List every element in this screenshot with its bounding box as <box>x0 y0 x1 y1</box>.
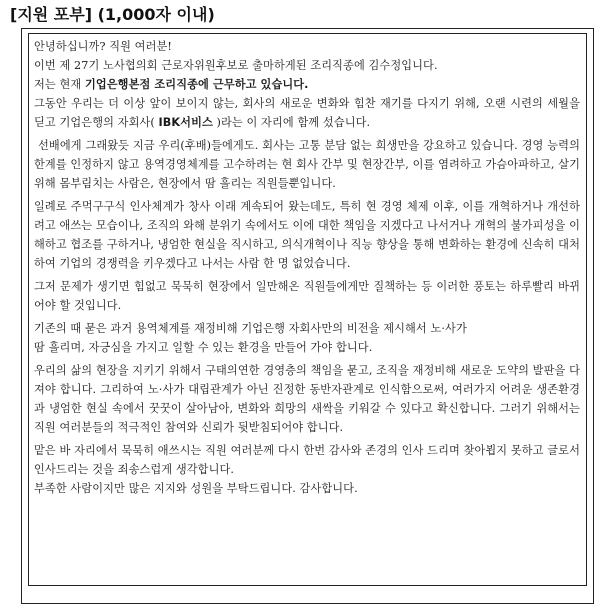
paragraph-1-text-b: )라는 이 자리에 함께 섰습니다. <box>212 116 371 129</box>
paragraph-5-line-1: 기존의 때 묻은 과거 용역체계를 재정비해 기업은행 자회사만의 비전을 제시해서 노·사가 <box>34 322 467 335</box>
paragraph-5-line-2: 땀 흘리며, 자긍심을 가지고 일할 수 있는 환경을 만들어 가야 합니다. <box>34 341 373 354</box>
paragraph-2: 선배에게 그래왔듯 지금 우리(후배)들에게도. 회사는 고통 분담 없는 희생만을 강요하고 있습니다. 경영 능력의 한계를 인정하지 않고 용역경영체계를 고수하려는 현 회사 간부 및 현장간부, 이를 염려하고 가슴아파하고, 살기 위해 몸부림치는 사람은, 현장에서 땀 흘리는 직원들뿐입니다. <box>34 139 580 190</box>
paragraph-1-text-a: 그동안 우리는 더 이상 앞이 보이지 않는, 회사의 새로운 변화와 힘찬 재기를 다지기 위해, 오랜 시련의 세월을 딛고 기업은행의 자회사( <box>34 97 580 129</box>
paragraph-3: 일례로 주먹구구식 인사체계가 창사 이래 계속되어 왔는데도, 특히 현 경영 체제 이후, 이를 개혁하거나 개선하려고 애쓰는 모습이나, 조직의 와해 분위기 속에서도 이에 대한 책임을 지겠다고 나서거나 개혁의 불가피성을 이해하고 협조를 구하거나, 냉엄한 현실을 직시하고, 의식개혁이나 직능 향상을 통해 변화하는 환경에 신속히 대처하여 기업의 경쟁력을 키우겠다고 나서는 사람 한 명 없었습니다. <box>34 200 580 270</box>
greeting-line: 안녕하십니까? 직원 여러분! <box>34 40 172 53</box>
current-position-line <box>34 75 586 94</box>
company-name-bold: IBK서비스 <box>158 116 213 129</box>
section-heading: [지원 포부] (1,000자 이내) <box>10 5 215 24</box>
paragraph-6: 우리의 삶의 현장을 지키기 위해서 구태의연한 경영층의 책임을 묻고, 조직을 재정비해 새로운 도약의 발판을 다져야 합니다. 그리하여 노·사가 대립관계가 아닌 진정한 동반자관계로 인식함으로써, 여러가지 어려운 생존환경과 냉엄한 현실 속에서 꿋꿋이 살아남아, 변화와 희망의 새싹을 키워갈 수 있다고 확신합니다. 그러기 위해서는 직원 여러분들의 적극적인 참여와 신뢰가 뒷받침되어야 합니다. <box>34 364 580 434</box>
paragraph-7: 맡은 바 자리에서 묵묵히 애쓰시는 직원 여러분께 다시 한번 감사와 존경의 인사 드리며 찾아뵙지 못하고 글로서 인사드리는 것을 죄송스럽게 생각합니다. <box>34 444 580 476</box>
statement-box <box>28 33 587 586</box>
closing-line: 부족한 사람이지만 많은 지지와 성원을 부탁드립니다. 감사합니다. <box>34 482 358 495</box>
current-prefix: 저는 현재 <box>34 78 85 91</box>
paragraph-1 <box>34 94 586 132</box>
intro-line: 이번 제 27기 노사협의회 근로자위원후보로 출마하게된 조리직종에 김수정입니다. <box>34 59 438 72</box>
current-position-bold: 기업은행본점 조리직종에 근무하고 있습니다. <box>84 78 309 91</box>
paragraph-4: 그저 문제가 생기면 힘없고 묵묵히 현장에서 일만해온 직원들에게만 질책하는 등 이러한 풍토는 하루빨리 바뀌어야 할 것입니다. <box>34 280 580 312</box>
